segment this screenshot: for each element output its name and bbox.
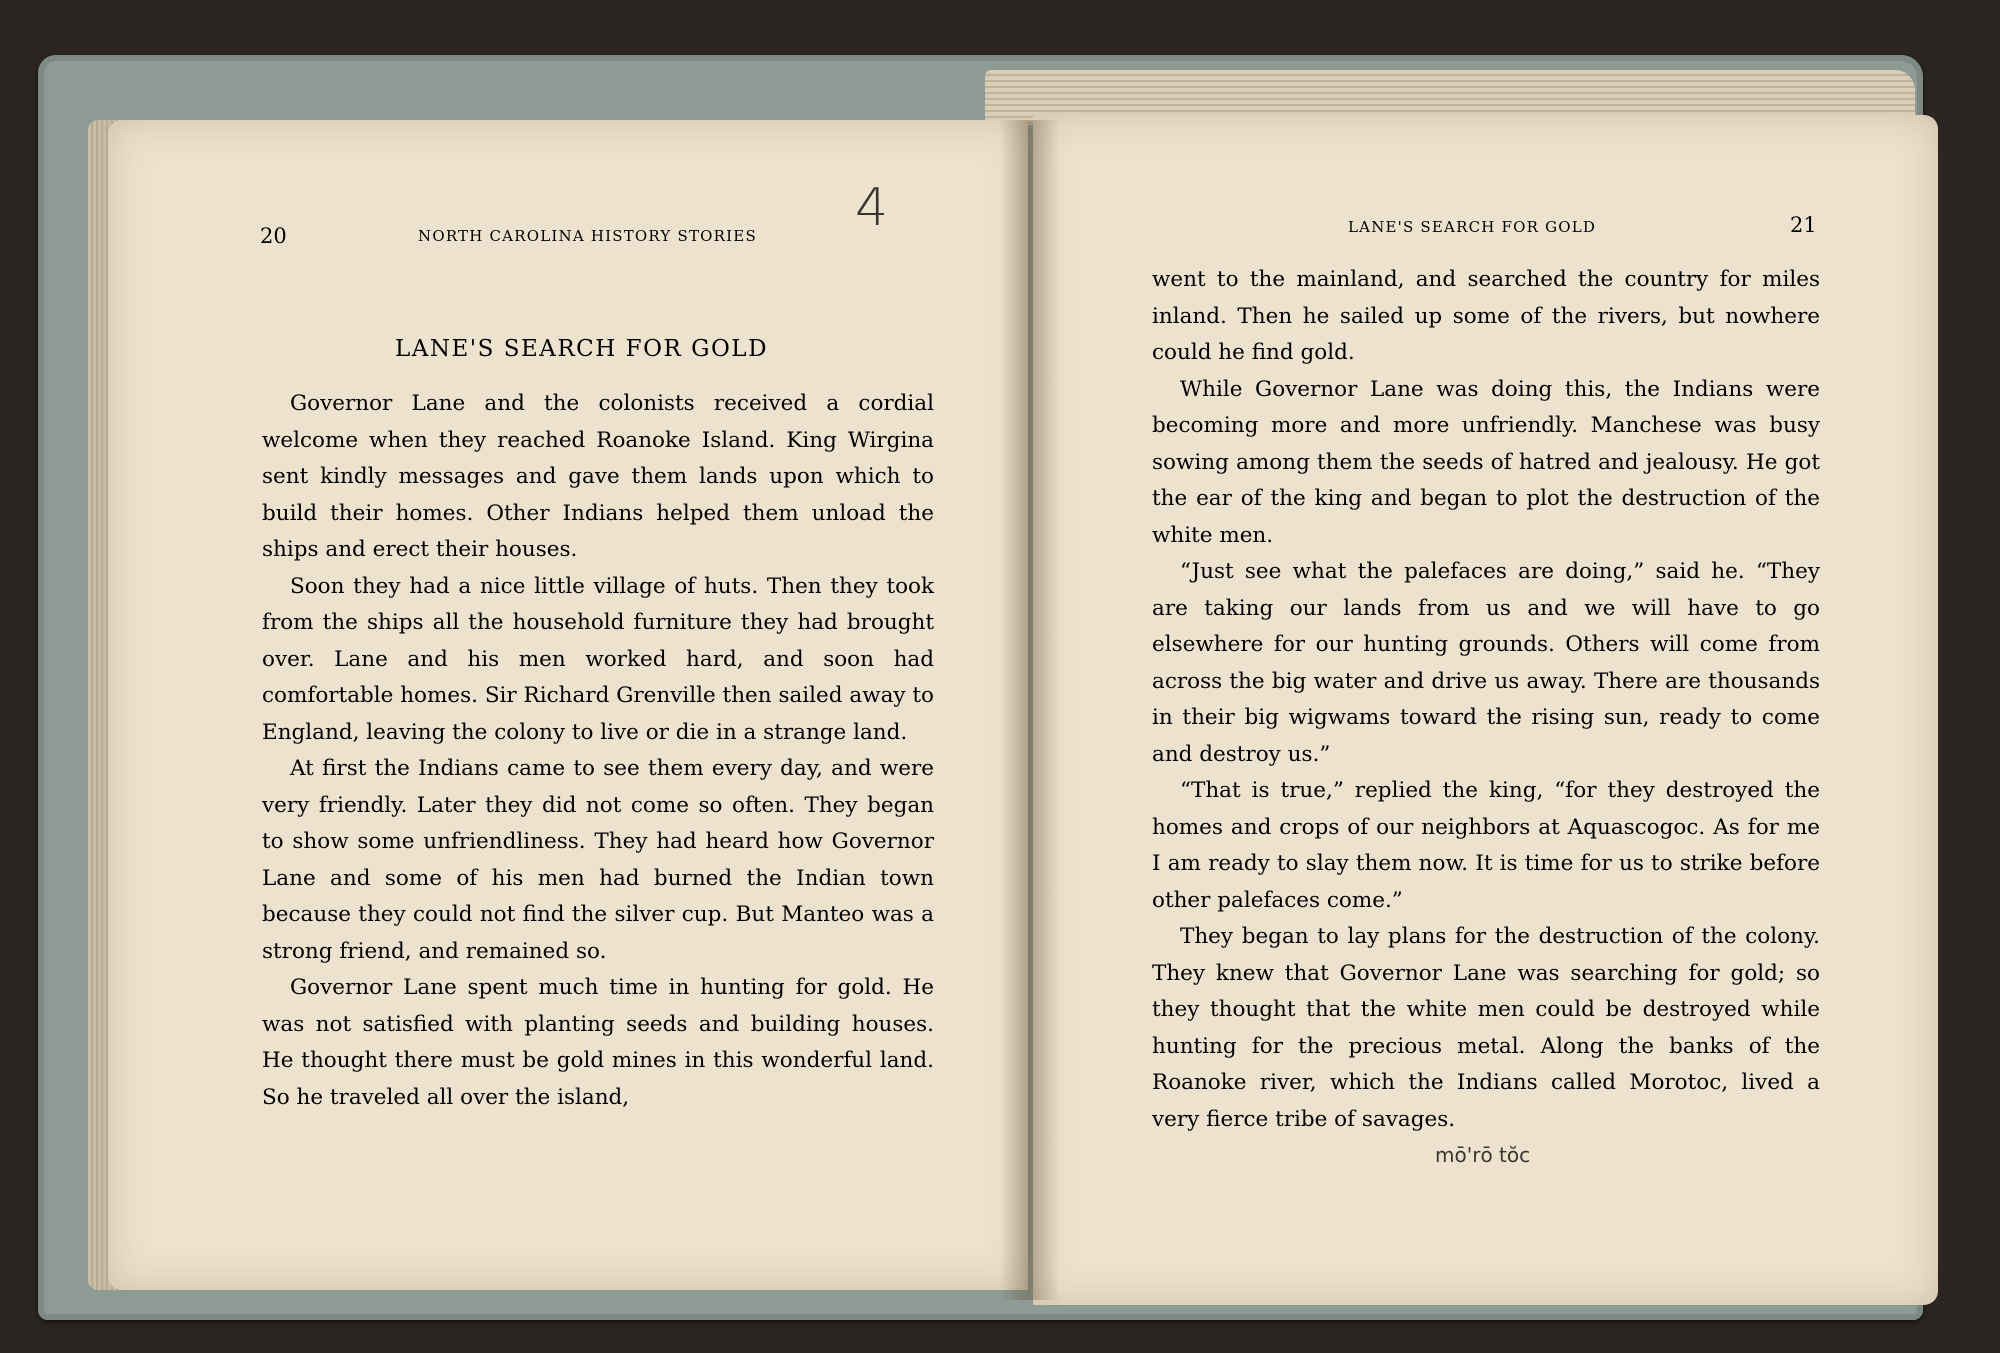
- paragraph: Soon they had a nice little village of huts. Then they took from the ships all the household furniture they had brought over. Lane and his men worked hard, and soon had comfortable homes. Sir Richard Grenville then sailed away to England, leaving the colony to live or die in a strange land.: [262, 573, 934, 745]
- paragraph: While Governor Lane was doing this, the Indians were becoming more and more unfriendly. Manchese was busy sowing among them the seeds of hatred and jealousy. He got the ear of the king and began to plot the destruction of the white men.: [1152, 376, 1820, 548]
- paragraph: At first the Indians came to see them every day, and were very friendly. Later they did not come so often. They began to show some unfriendliness. They had heard how Governor Lane and some of his men had burned the Indian town because they could not find the silver cup. But Manteo was a strong friend, and remained so.: [262, 756, 934, 964]
- right-running-head: LANE'S SEARCH FOR GOLD: [1348, 218, 1597, 236]
- handwritten-page-mark: 4: [855, 178, 889, 238]
- left-page-body: [262, 386, 934, 1116]
- pronunciation-footnote: mō'rō tŏc: [1435, 1143, 1531, 1167]
- left-running-head: NORTH CAROLINA HISTORY STORIES: [418, 227, 757, 245]
- paragraph: “Just see what the palefaces are doing,” said he. “They are taking our lands from us and we will have to go elsewhere for our hunting grounds. Others will come from across the big water and drive us away. There are thousands in their big wigwams toward the rising sun, ready to come and destroy us.”: [1152, 559, 1820, 767]
- paragraph: went to the mainland, and searched the country for miles inland. Then he sailed up some of the rivers, but nowhere could he find gold.: [1152, 267, 1820, 365]
- right-page-number: 21: [1790, 213, 1817, 237]
- chapter-title: LANE'S SEARCH FOR GOLD: [395, 336, 769, 362]
- book-gutter: [1000, 120, 1060, 1300]
- paragraph: “That is true,” replied the king, “for they destroyed the homes and crops of our neighbors at Aquascogoc. As for me I am ready to slay them now. It is time for us to strike before other palefaces come.”: [1152, 778, 1820, 913]
- paragraph: They began to lay plans for the destruction of the colony. They knew that Governor Lane was searching for gold; so they thought that the white men could be destroyed while hunting for the precious metal. Along the banks of the Roanoke river, which the Indians called Morotoc, lived a very fierce tribe of savages.: [1152, 924, 1820, 1132]
- left-page-number: 20: [260, 224, 287, 248]
- paragraph: Governor Lane spent much time in hunting for gold. He was not satisfied with planting seeds and building houses. He thought there must be gold mines in this wonderful land. So he traveled all over the island,: [262, 975, 934, 1110]
- right-page-body: [1152, 262, 1820, 1138]
- paragraph: Governor Lane and the colonists received a cordial welcome when they reached Roanoke Island. King Wirgina sent kindly messages and gave them lands upon which to build their homes. Other Indians helped them unload the ships and erect their houses.: [262, 391, 934, 562]
